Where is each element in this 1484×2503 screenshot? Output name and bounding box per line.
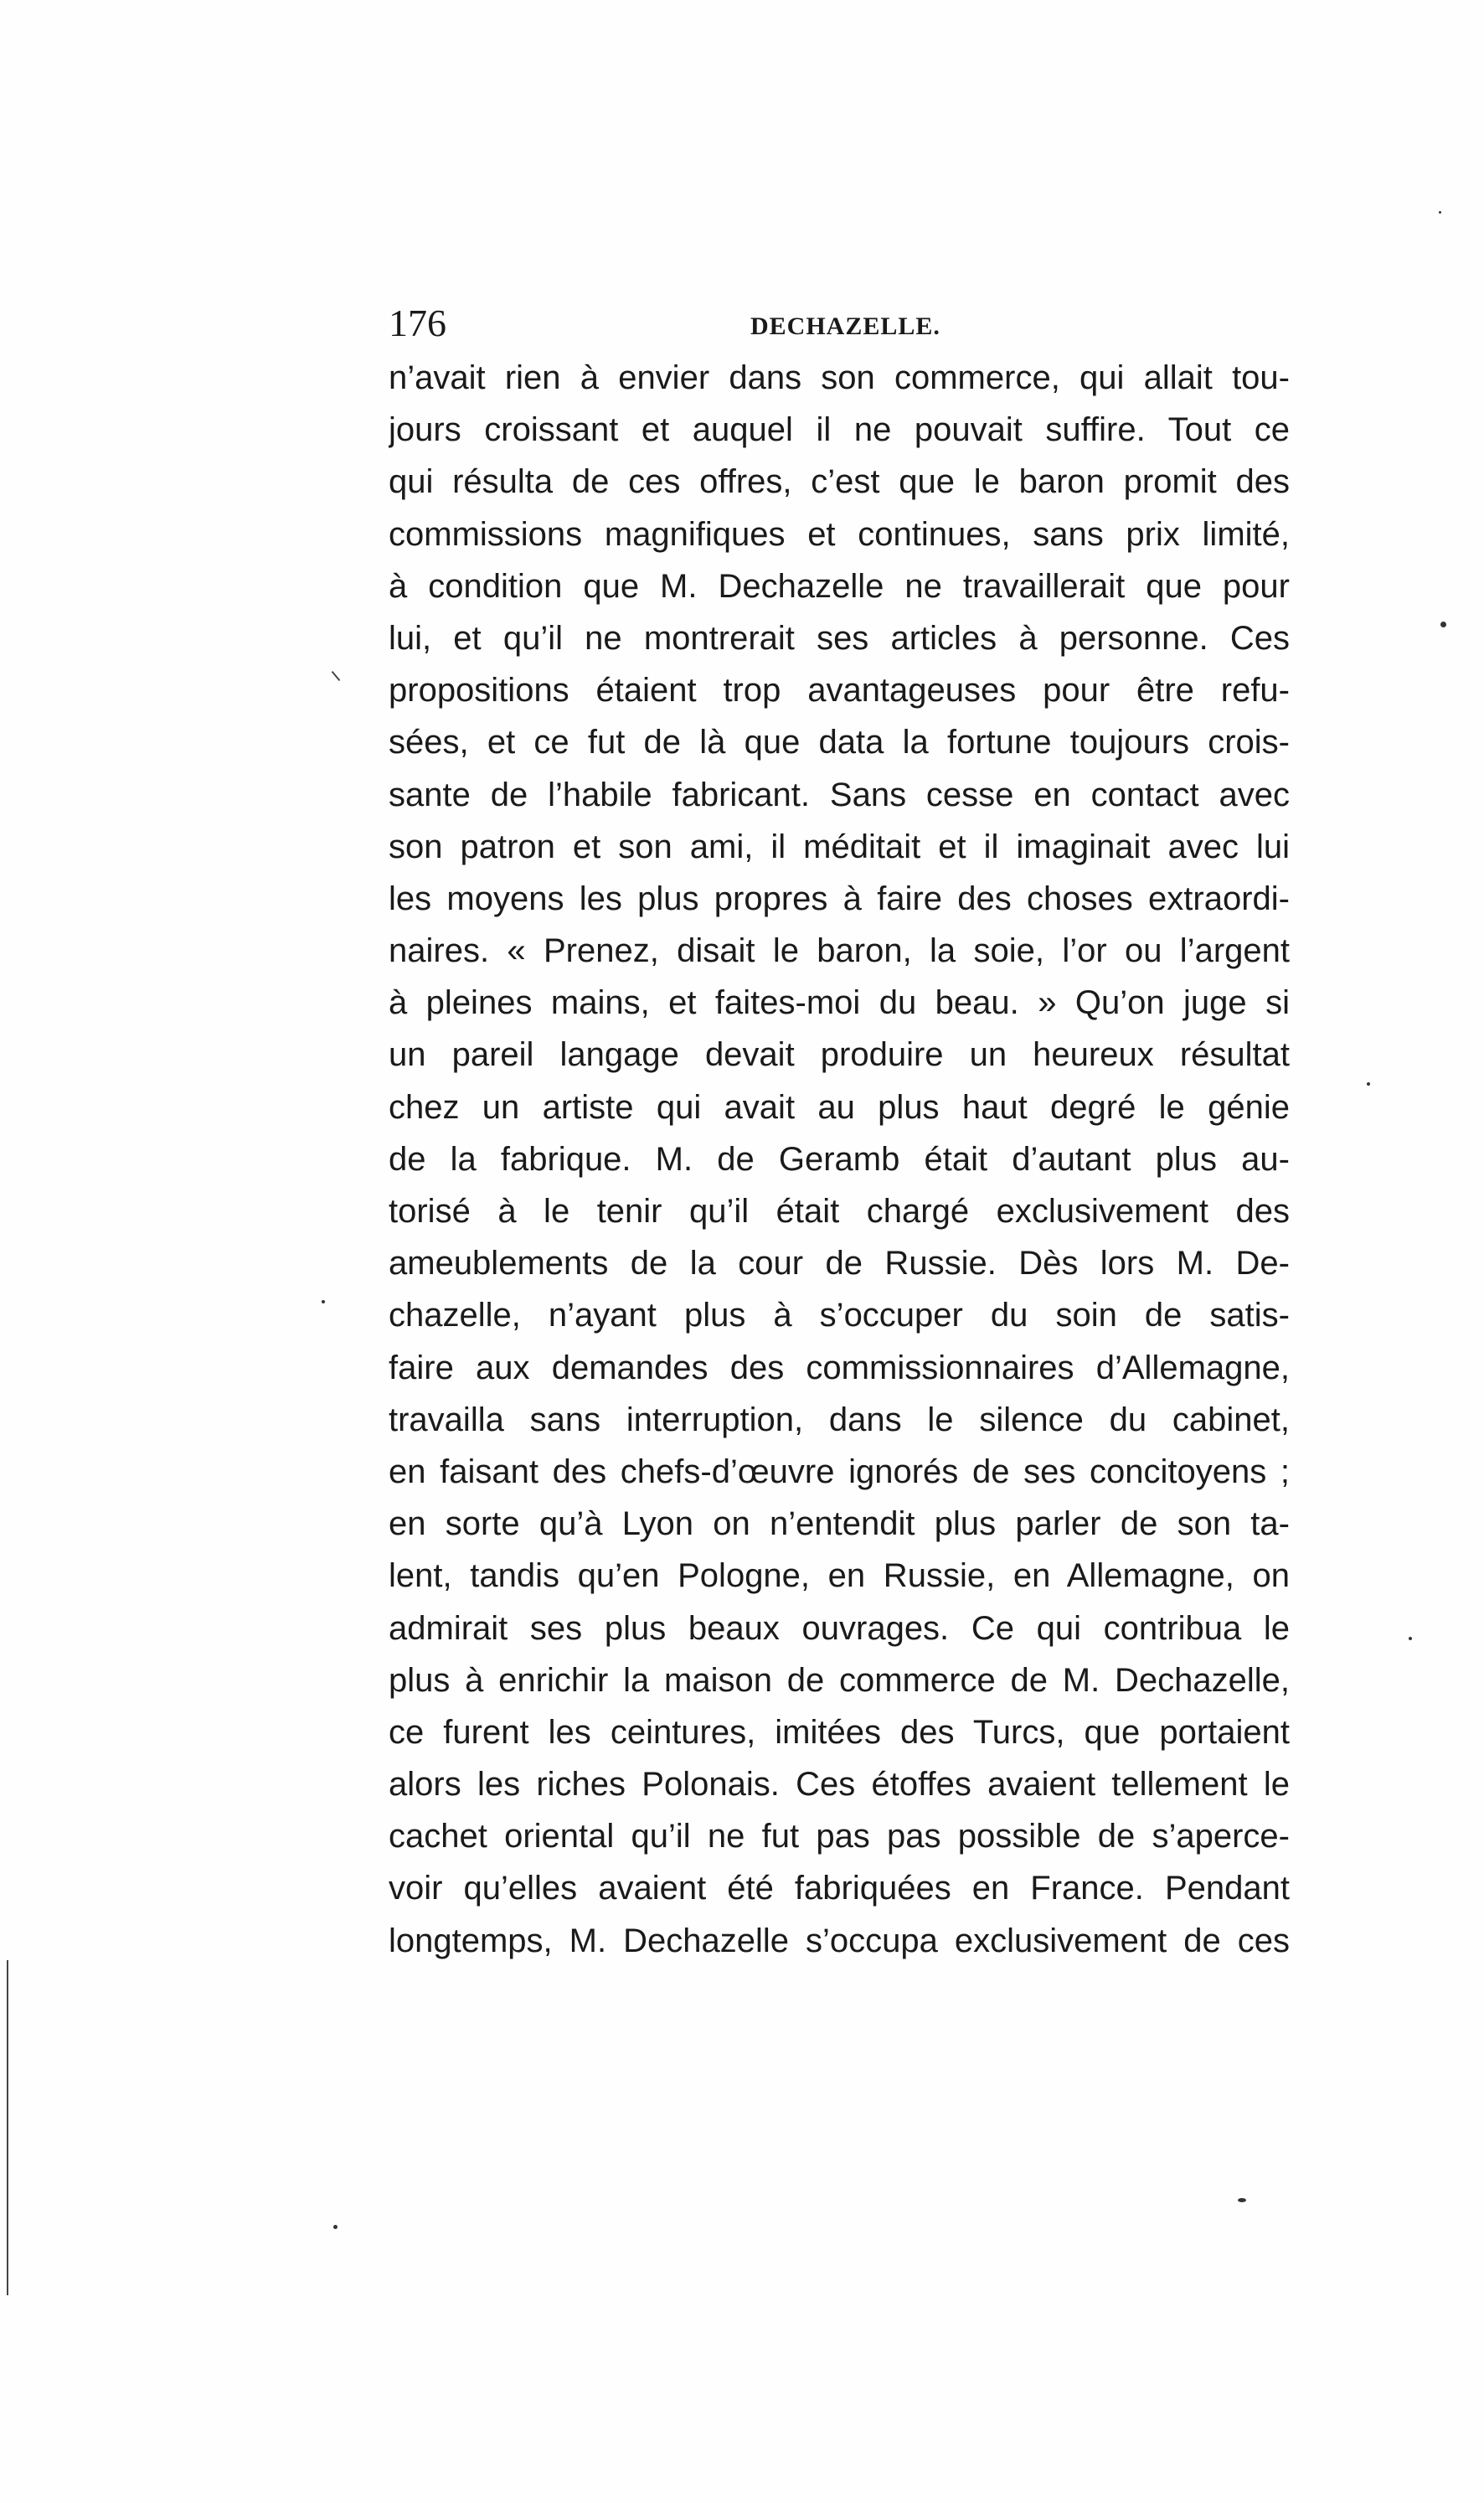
text-line: un pareil langage devait produire un heureux résultat [389, 1036, 1290, 1074]
text-line: les moyens les plus propres à faire des choses extraordi- [389, 880, 1290, 917]
text-line: ce furent les ceintures, imitées des Turcs, que portaient [389, 1713, 1290, 1751]
text-line: en sorte qu’à Lyon on n’entendit plus parler de son ta- [389, 1505, 1290, 1543]
scan-speck [333, 2225, 338, 2229]
running-title: DECHAZELLE. [750, 312, 940, 340]
text-line: à pleines mains, et faites-moi du beau. » Qu’on juge si [389, 984, 1290, 1022]
text-line: jours croissant et auquel il ne pouvait suffire. Tout ce [389, 411, 1290, 449]
text-line: chazelle, n’ayant plus à s’occuper du soin de satis- [389, 1297, 1290, 1334]
text-line: alors les riches Polonais. Ces étoffes avaient tellement le [389, 1766, 1290, 1804]
text-line: voir qu’elles avaient été fabriquées en France. Pendant [389, 1870, 1290, 1907]
page-number: 176 [389, 302, 446, 344]
scan-edge [332, 671, 341, 681]
text-line: ameublements de la cour de Russie. Dès lors M. De- [389, 1245, 1290, 1282]
scan-speck [1409, 1637, 1412, 1640]
text-line: plus à enrichir la maison de commerce de M. Dechazelle, [389, 1661, 1290, 1699]
text-line: faire aux demandes des commissionnaires d’Allemagne, [389, 1349, 1290, 1386]
text-line: admirait ses plus beaux ouvrages. Ce qui contribua le [389, 1609, 1290, 1647]
text-line: lent, tandis qu’en Pologne, en Russie, en Allemagne, on [389, 1557, 1290, 1595]
text-line: son patron et son ami, il méditait et il imaginait avec lui [389, 828, 1290, 865]
body-text [389, 352, 1290, 1967]
text-line: torisé à le tenir qu’il était chargé exclusivement des [389, 1193, 1290, 1230]
text-line: sées, et ce fut de là que data la fortune toujours crois- [389, 724, 1290, 761]
scan-speck [322, 1300, 325, 1303]
page-header [389, 298, 1290, 348]
scan-speck [1439, 211, 1441, 214]
scan-speck [1440, 622, 1446, 627]
text-line: qui résulta de ces offres, c’est que le baron promit des [389, 463, 1290, 501]
text-line: en faisant des chefs-d’œuvre ignorés de ses concitoyens ; [389, 1453, 1290, 1490]
text-line: naires. « Prenez, disait le baron, la soie, l’or ou l’argent [389, 932, 1290, 970]
text-line: de la fabrique. M. de Geramb était d’autant plus au- [389, 1140, 1290, 1178]
text-line: longtemps, M. Dechazelle s’occupa exclusivement de ces [389, 1922, 1290, 1959]
text-line: sante de l’habile fabricant. Sans cesse en contact avec [389, 776, 1290, 813]
text-line: lui, et qu’il ne montrerait ses articles à personne. Ces [389, 619, 1290, 657]
scan-edge [7, 1960, 8, 2295]
text-line: à condition que M. Dechazelle ne travaillerait que pour [389, 567, 1290, 605]
text-line: commissions magnifiques et continues, sans prix limité, [389, 515, 1290, 553]
text-line: travailla sans interruption, dans le silence du cabinet, [389, 1401, 1290, 1438]
text-line: propositions étaient trop avantageuses pour être refu- [389, 672, 1290, 710]
text-line: cachet oriental qu’il ne fut pas pas possible de s’aperce- [389, 1818, 1290, 1855]
text-line: n’avait rien à envier dans son commerce, qui allait tou- [389, 359, 1290, 396]
scan-speck [1238, 2198, 1246, 2202]
text-line: chez un artiste qui avait au plus haut degré le génie [389, 1088, 1290, 1126]
scan-speck [1367, 1082, 1370, 1086]
